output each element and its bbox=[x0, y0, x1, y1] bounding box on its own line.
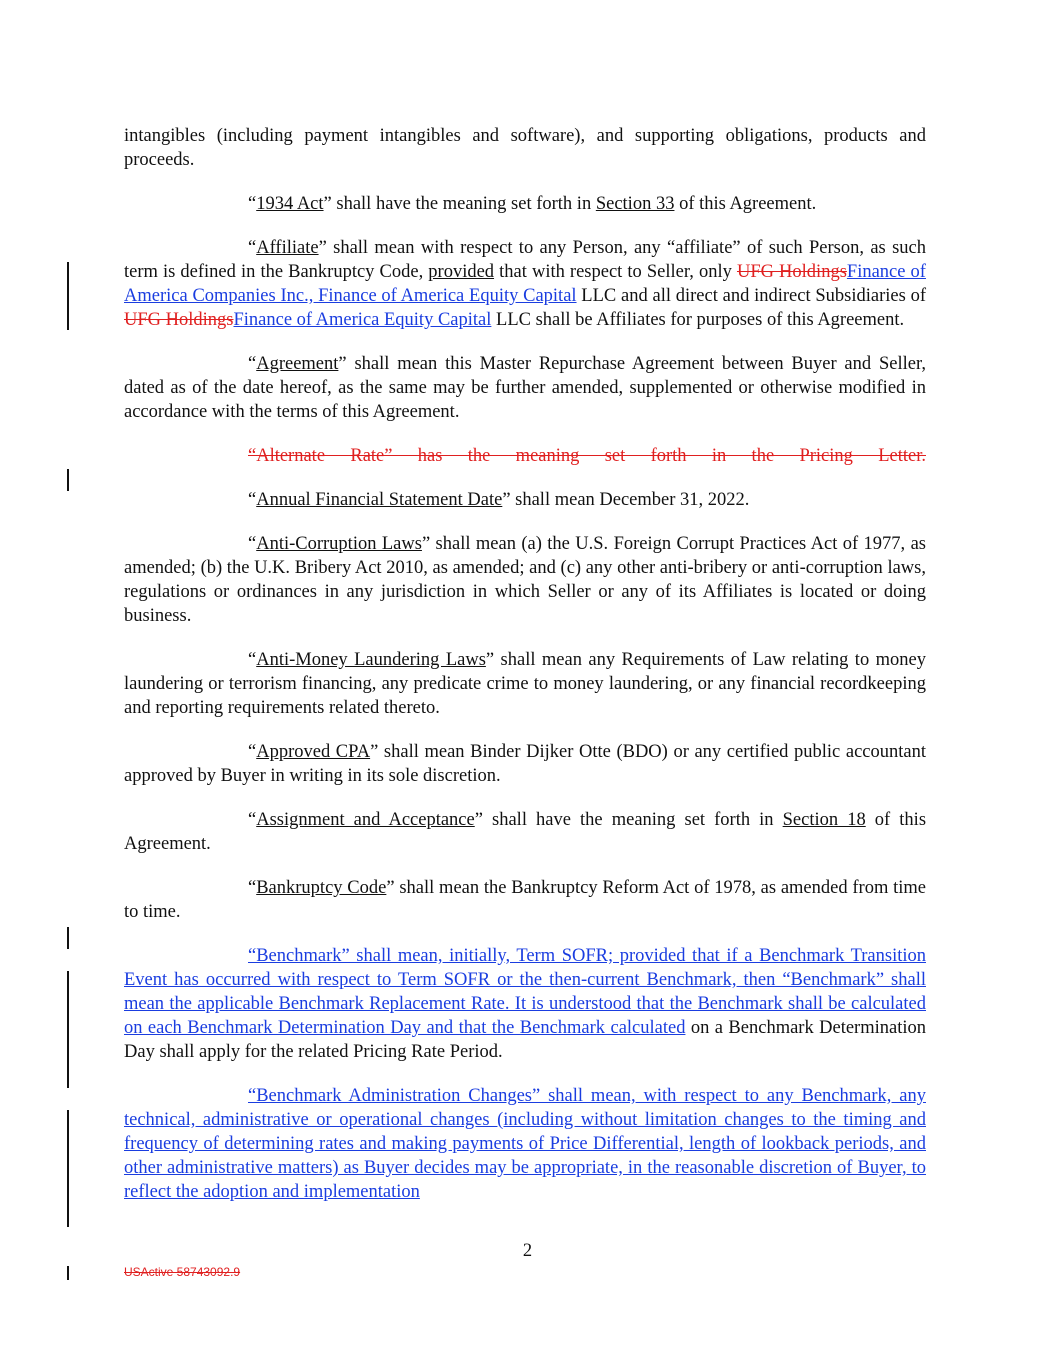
definition-1934-act: “1934 Act” shall have the meaning set forth in Section 33 of this Agreement. bbox=[248, 194, 817, 214]
term-1934-act: 1934 Act bbox=[256, 194, 324, 214]
definition-benchmark: “Benchmark” shall mean, initially, Term SOFR; provided that if a Benchmark Transition Event has occurred with respect to Term SOFR or the then-current Benchmark, then “Benchmark” shall mean the applicable Benchmark Replacement Rate. It is understood that the Benchmark shall be calculated on each Benchmark Determination Day and that the Benchmark calculated on a Benchmark Determination Day shall apply for the related Pricing Rate Period. bbox=[124, 946, 926, 1062]
change-bar bbox=[67, 1110, 69, 1227]
deleted-text: UFG Holdings bbox=[736, 262, 847, 282]
deleted-text: UFG Holdings bbox=[124, 310, 234, 330]
change-bar bbox=[67, 262, 69, 330]
inserted-text: Finance of America Companies Inc., Finance of America Equity Capital bbox=[124, 262, 926, 306]
definition-assignment-and-acceptance: “Assignment and Acceptance” shall have the meaning set forth in Section 18 of this Agreement. bbox=[124, 810, 927, 854]
definition-alternate-rate-deleted bbox=[124, 444, 926, 468]
definition-annual-financial-statement-date: “Annual Financial Statement Date” shall mean December 31, 2022. bbox=[248, 490, 750, 510]
term-agreement: Agreement bbox=[256, 354, 339, 374]
inserted-text: “Benchmark Administration Changes” shall mean, with respect to any Benchmark, any technical, administrative or operational changes (including without limitation changes to the timing and frequency of determining rates and making payments of Price Differential, length of lookback periods, and other administrative matters) as Buyer decides may be appropriate, in the reasonable discretion of Buyer, to reflect the adoption and implementation bbox=[124, 1086, 926, 1202]
definition-affiliate: “Affiliate” shall mean with respect to any Person, any “affiliate” of such Person, as such term is defined in the Bankruptcy Code, provided that with respect to Seller, only UFG HoldingsFinance of America Companies Inc., Finance of America Equity Capital LLC and all direct and indirect Subsidiaries of UFG HoldingsFinance of America Equity Capital LLC shall be Affiliates for purposes of this Agreement. bbox=[124, 238, 926, 330]
document-body bbox=[124, 124, 926, 1204]
term-affiliate: Affiliate bbox=[256, 238, 319, 258]
deleted-text: “Alternate Rate” has the meaning set forth in the Pricing Letter. bbox=[248, 446, 926, 466]
definition-bankruptcy-code: “Bankruptcy Code” shall mean the Bankruptcy Reform Act of 1978, as amended from time to time. bbox=[124, 878, 926, 922]
change-bar bbox=[67, 1266, 69, 1280]
definition-agreement: “Agreement” shall mean this Master Repurchase Agreement between Buyer and Seller, dated as of the date hereof, as the same may be further amended, supplemented or otherwise modified in accordance with the terms of this Agreement. bbox=[124, 354, 926, 422]
change-bar bbox=[67, 927, 69, 949]
inserted-text: Finance of America Equity Capital bbox=[233, 310, 492, 330]
definition-anti-money-laundering-laws: “Anti-Money Laundering Laws” shall mean any Requirements of Law relating to money laundering or terrorism financing, any predicate crime to money laundering, or any financial recordkeeping and reporting requirements related thereto. bbox=[124, 650, 926, 718]
change-bar bbox=[67, 469, 69, 491]
change-bar bbox=[67, 971, 69, 1088]
document-footer-id: USActive 58743092.9 bbox=[124, 1265, 241, 1279]
definition-approved-cpa: “Approved CPA” shall mean Binder Dijker Otte (BDO) or any certified public accountant approved by Buyer in writing in its sole discretion. bbox=[124, 742, 926, 786]
section-ref: Section 33 bbox=[595, 194, 675, 214]
paragraph-intangibles: intangibles (including payment intangibles and software), and supporting obligations, products and proceeds. bbox=[124, 126, 926, 170]
inserted-text: “Benchmark” shall mean, initially, Term SOFR; provided that if a Benchmark Transition Event has occurred with respect to Term SOFR or the then-current Benchmark, then “Benchmark” shall mean the applicable Benchmark Replacement Rate. It is understood that the Benchmark shall be calculated on each Benchmark Determination Day and that the Benchmark calculated bbox=[124, 946, 926, 1038]
definition-anti-corruption-laws: “Anti-Corruption Laws” shall mean (a) the U.S. Foreign Corrupt Practices Act of 1977, as amended; (b) the U.K. Bribery Act 2010, as amended; and (c) any other anti-bribery or anti-corruption laws, regulations or ordinances in any jurisdiction in which Seller or any of its Affiliates is located or doing business. bbox=[124, 534, 926, 626]
definition-benchmark-administration-changes bbox=[124, 1084, 926, 1204]
page-number: 2 bbox=[522, 1241, 533, 1261]
section-ref: Section 18 bbox=[782, 810, 866, 830]
